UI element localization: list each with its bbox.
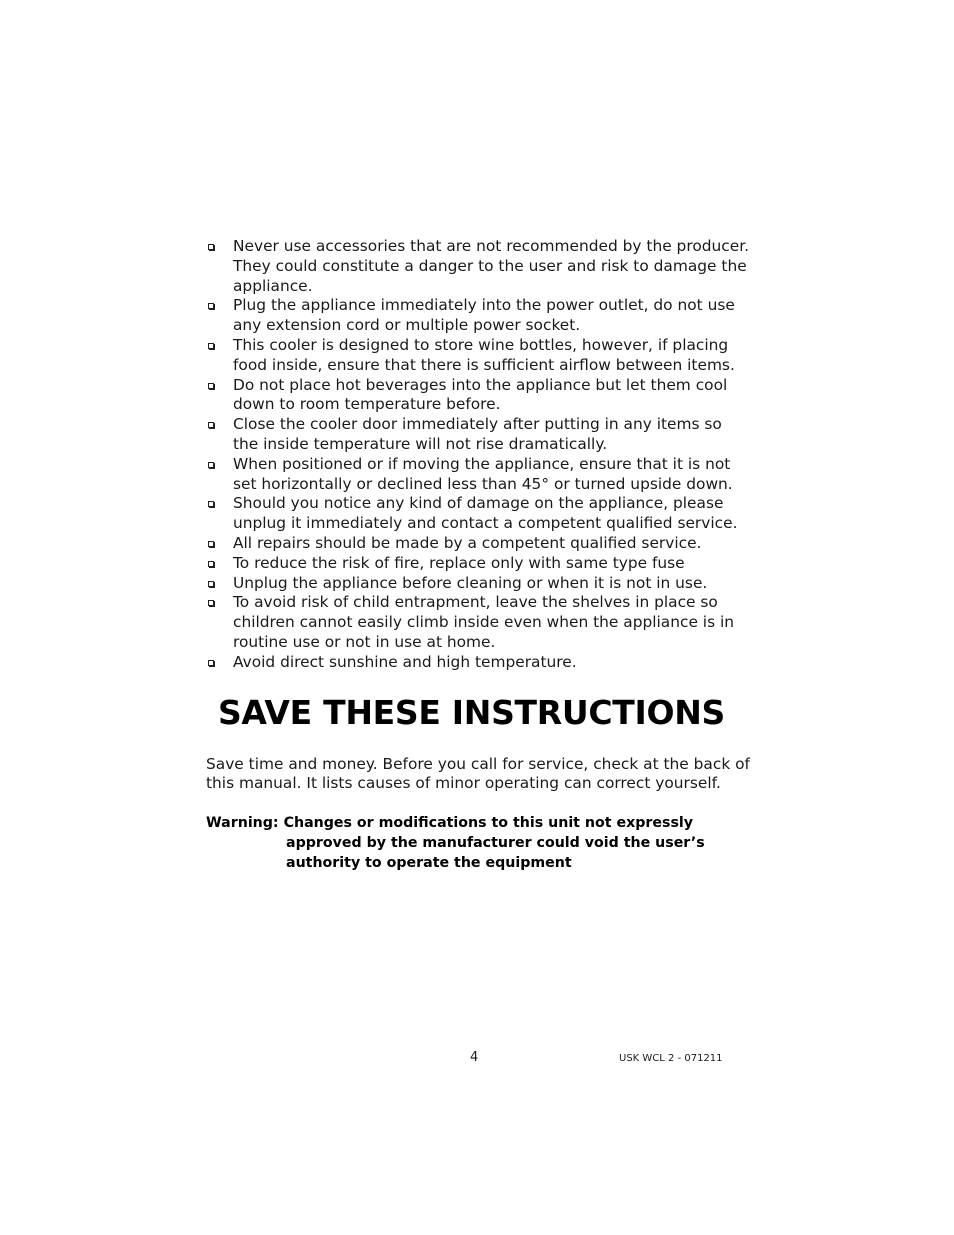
list-item <box>206 554 751 574</box>
square-bullet-icon <box>208 501 214 507</box>
list-item-text: Unplug the appliance before cleaning or when it is not in use. <box>233 573 708 592</box>
square-bullet-icon <box>208 600 214 606</box>
safety-list <box>206 237 751 673</box>
list-item-text: This cooler is designed to store wine bottles, however, if placing food inside, ensure that there is sufficient airflow between items. <box>233 335 735 374</box>
list-item <box>206 494 751 534</box>
page-content <box>206 237 751 874</box>
list-item-text: Do not place hot beverages into the appliance but let them cool down to room temperature before. <box>233 375 728 414</box>
warning-notice <box>206 814 751 873</box>
square-bullet-icon <box>208 244 214 250</box>
list-item-text: Avoid direct sunshine and high temperature. <box>233 652 577 671</box>
list-item-text: When positioned or if moving the appliance, ensure that it is not set horizontally or declined less than 45° or turned upside down. <box>233 454 733 493</box>
square-bullet-icon <box>208 383 214 389</box>
list-item-text: Should you notice any kind of damage on the appliance, please unplug it immediately and contact a competent qualified service. <box>233 494 738 533</box>
square-bullet-icon <box>208 561 214 567</box>
warning-text: Changes or modifications to this unit not expressly approved by the manufacturer could void the user’s authority to operate the equipment <box>283 815 705 871</box>
page-number: 4 <box>470 1050 479 1065</box>
list-item-text: Close the cooler door immediately after putting in any items so the inside temperature will not rise dramatically. <box>233 415 722 453</box>
list-item <box>206 237 751 296</box>
square-bullet-icon <box>208 303 214 309</box>
square-bullet-icon <box>208 422 214 428</box>
square-bullet-icon <box>208 581 214 587</box>
list-item <box>206 415 751 455</box>
warning-label: Warning: <box>206 815 279 832</box>
list-item <box>206 534 751 554</box>
square-bullet-icon <box>208 343 214 349</box>
list-item-text: All repairs should be made by a competent qualified service. <box>233 533 702 552</box>
list-item <box>206 336 751 376</box>
square-bullet-icon <box>208 462 214 468</box>
list-item-text: Never use accessories that are not recommended by the producer. They could constitute a danger to the user and risk to damage the appliance. <box>233 237 749 295</box>
list-item <box>206 653 751 673</box>
section-heading: SAVE THESE INSTRUCTIONS <box>217 692 726 732</box>
document-code: USK WCL 2 - 071211 <box>619 1053 723 1064</box>
list-item <box>206 593 751 652</box>
square-bullet-icon <box>208 660 214 666</box>
list-item <box>206 574 751 594</box>
list-item <box>206 296 751 336</box>
list-item-text: To avoid risk of child entrapment, leave the shelves in place so children cannot easily climb inside even when the appliance is in routine use or not in use at home. <box>233 593 735 651</box>
intro-paragraph: Save time and money. Before you call for service, check at the back of this manual. It lists causes of minor operating can correct yourself. <box>206 754 750 793</box>
list-item <box>206 376 751 416</box>
square-bullet-icon <box>208 541 214 547</box>
list-item-text: To reduce the risk of fire, replace only with same type fuse <box>233 553 685 572</box>
list-item-text: Plug the appliance immediately into the power outlet, do not use any extension cord or multiple power socket. <box>233 296 735 335</box>
list-item <box>206 455 751 495</box>
